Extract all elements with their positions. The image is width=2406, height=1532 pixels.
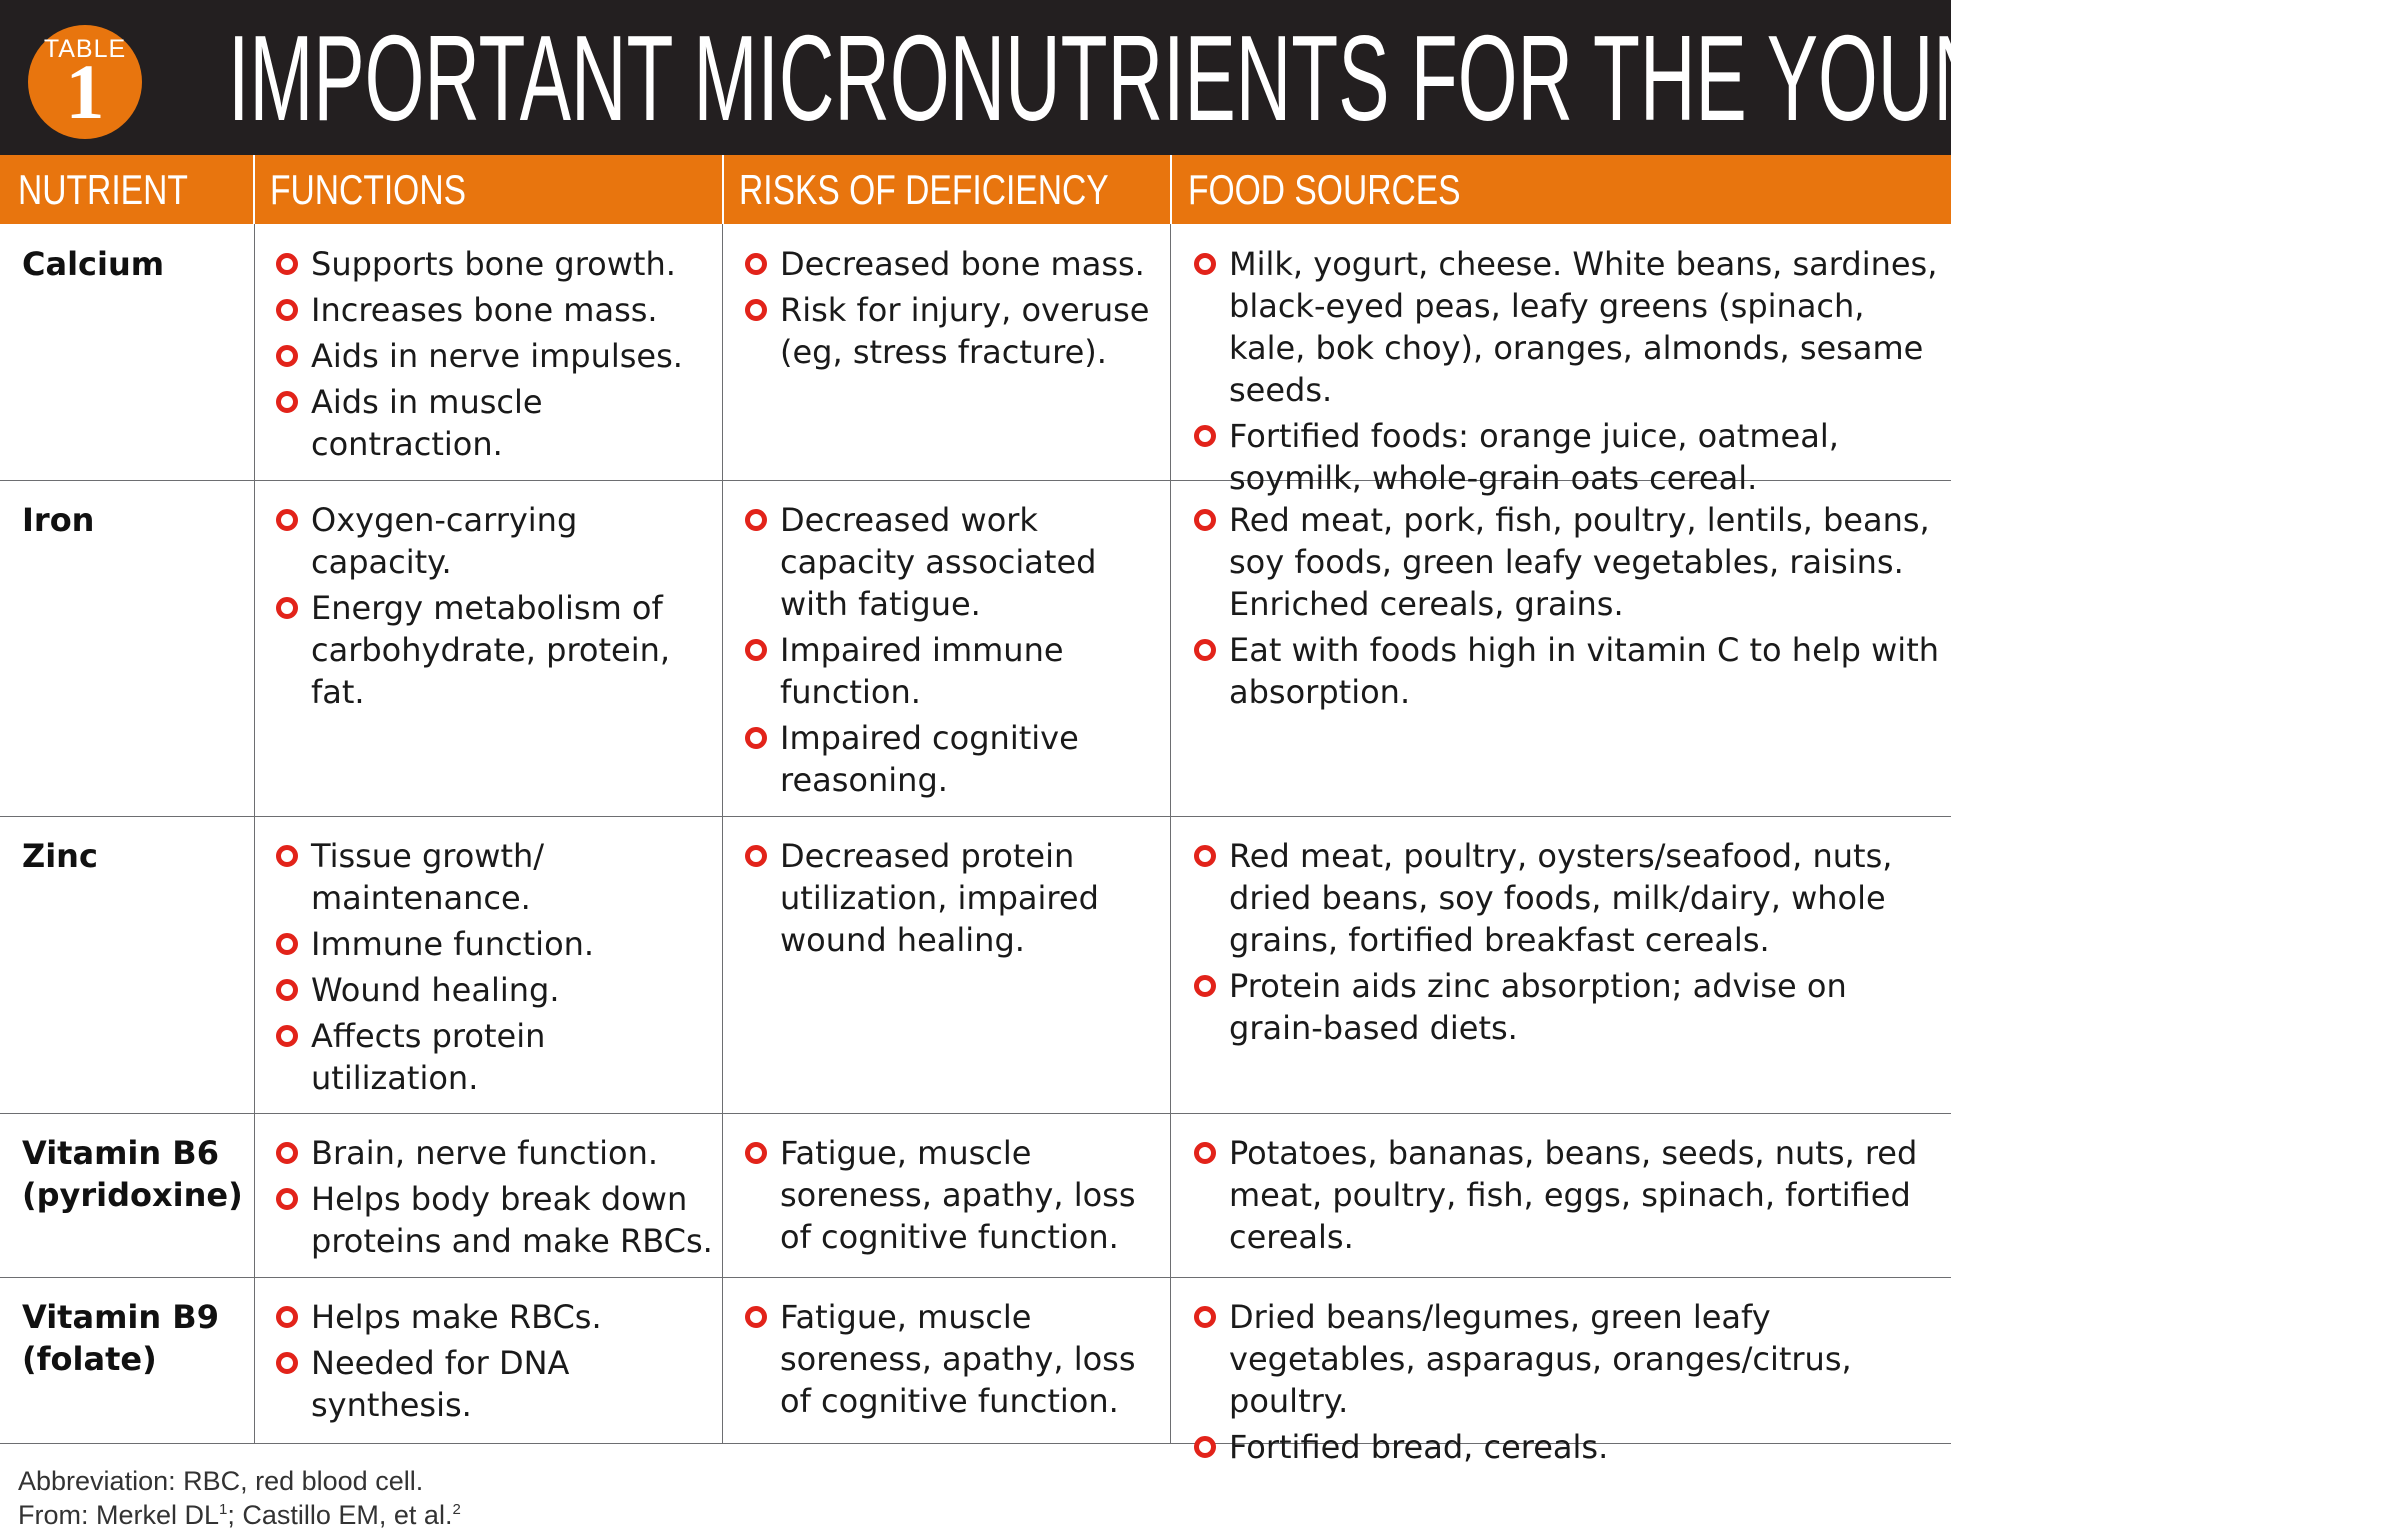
list-item (276, 835, 676, 919)
bullet-icon (276, 597, 298, 619)
functions-cell (276, 499, 696, 717)
bullet-icon (1194, 425, 1216, 447)
list-item (745, 629, 1125, 713)
item-text: Red meat, poultry, oysters/seafood, nuts, dried beans, soy foods, milk/dairy, whole grains, fortified breakfast cereals. (1229, 837, 1893, 959)
column-divider (1170, 224, 1171, 1444)
nutrient-name (22, 499, 252, 541)
functions-cell (276, 835, 676, 1103)
list-item (276, 587, 696, 713)
sources-cell (1194, 499, 1939, 717)
reference-marker: 2 (452, 1501, 461, 1518)
bullet-icon (1194, 975, 1216, 997)
badge-label: TABLE (43, 35, 127, 63)
item-text: Eat with foods high in vitamin C to help with absorption. (1229, 631, 1940, 711)
item-text: Tissue growth/ maintenance. (311, 837, 545, 917)
bullet-icon (1194, 509, 1216, 531)
item-text: Wound healing. (311, 971, 560, 1009)
nutrient-line: Iron (22, 501, 95, 539)
source-text: ; Castillo EM, et al. (227, 1500, 453, 1530)
nutrient-line: Calcium (22, 245, 165, 283)
abbreviation-note: Abbreviation: RBC, red blood cell. (18, 1466, 424, 1496)
item-text: Fatigue, muscle soreness, apathy, loss of cognitive function. (780, 1298, 1136, 1420)
bullet-icon (276, 253, 298, 275)
nutrient-name (22, 243, 252, 285)
sources-list (1194, 835, 1939, 1049)
source-note (18, 1500, 461, 1531)
item-text: Protein aids zinc absorption; advise on grain-based diets. (1229, 967, 1847, 1047)
risks-cell (745, 835, 1125, 965)
list-item (745, 835, 1125, 961)
item-text: Decreased protein utilization, impaired wound healing. (780, 837, 1099, 959)
table-number-badge (28, 25, 142, 139)
bullet-icon (745, 845, 767, 867)
bullet-icon (276, 933, 298, 955)
functions-list (276, 1132, 716, 1262)
risks-cell (745, 1296, 1165, 1426)
risks-list (745, 243, 1165, 373)
bullet-icon (745, 299, 767, 321)
list-item (1194, 1426, 1939, 1468)
risks-list (745, 1132, 1165, 1258)
item-text: Decreased bone mass. (780, 245, 1145, 283)
item-text: Affects protein utilization. (311, 1017, 546, 1097)
bullet-icon (1194, 1306, 1216, 1328)
list-item (1194, 1296, 1939, 1422)
item-text: Brain, nerve function. (311, 1134, 659, 1172)
header-divider (1170, 155, 1172, 224)
nutrient-name (22, 1296, 252, 1380)
header-divider (253, 155, 255, 224)
sources-list (1194, 1132, 1939, 1258)
sources-cell (1194, 835, 1939, 1053)
list-item (745, 1132, 1165, 1258)
reference-marker: 1 (219, 1501, 228, 1518)
bullet-icon (745, 727, 767, 749)
functions-list (276, 835, 676, 1099)
title-banner (0, 0, 2406, 155)
item-text: Fortified bread, cereals. (1229, 1428, 1609, 1466)
functions-list (276, 243, 716, 465)
risks-cell (745, 243, 1165, 377)
bullet-icon (276, 1306, 298, 1328)
item-text: Impaired immune function. (780, 631, 1064, 711)
item-text: Energy metabolism of carbohydrate, protein, fat. (311, 589, 671, 711)
header-food-sources: FOOD SOURCES (1188, 166, 1461, 213)
list-item (745, 289, 1165, 373)
bullet-icon (1194, 845, 1216, 867)
header-divider (722, 155, 724, 224)
item-text: Red meat, pork, fish, poultry, lentils, beans, soy foods, green leafy vegetables, raisins. Enriched cereals, grains. (1229, 501, 1930, 623)
list-item (276, 335, 716, 377)
nutrient-line: Vitamin B9 (22, 1298, 219, 1336)
list-item (1194, 415, 1939, 499)
risks-list (745, 1296, 1165, 1422)
list-item (276, 1178, 716, 1262)
bullet-icon (276, 1025, 298, 1047)
header-risks: RISKS OF DEFICIENCY (739, 166, 1109, 213)
list-item (1194, 499, 1939, 625)
functions-list (276, 499, 696, 713)
item-text: Oxygen-carrying capacity. (311, 501, 578, 581)
nutrient-line: Vitamin B6 (22, 1134, 219, 1172)
list-item (276, 381, 716, 465)
list-item (276, 1296, 696, 1338)
sources-cell (1194, 1132, 1939, 1262)
bullet-icon (745, 253, 767, 275)
list-item (745, 499, 1125, 625)
item-text: Helps make RBCs. (311, 1298, 602, 1336)
list-item (276, 499, 696, 583)
nutrient-line: (folate) (22, 1340, 157, 1378)
risks-cell (745, 499, 1125, 805)
list-item (1194, 629, 1939, 713)
table-title: IMPORTANT MICRONUTRIENTS FOR THE YOUNG ATHLETE (228, 10, 2406, 146)
sources-list (1194, 1296, 1939, 1468)
item-text: Helps body break down proteins and make RBCs. (311, 1180, 713, 1260)
item-text: Fatigue, muscle soreness, apathy, loss of cognitive function. (780, 1134, 1136, 1256)
item-text: Immune function. (311, 925, 595, 963)
bullet-icon (276, 1352, 298, 1374)
nutrient-name (22, 835, 252, 877)
item-text: Supports bone growth. (311, 245, 676, 283)
list-item (745, 243, 1165, 285)
bullet-icon (276, 391, 298, 413)
header-nutrient: NUTRIENT (18, 166, 188, 213)
badge-number: 1 (65, 48, 105, 135)
list-item (1194, 835, 1939, 961)
functions-list (276, 1296, 696, 1426)
header-functions: FUNCTIONS (270, 166, 466, 213)
list-item (745, 1296, 1165, 1422)
list-item (276, 923, 676, 965)
sources-list (1194, 499, 1939, 713)
source-text: From: Merkel DL (18, 1500, 220, 1530)
list-item (1194, 965, 1939, 1049)
row-divider (0, 1277, 1951, 1278)
column-divider (722, 224, 723, 1444)
list-item (1194, 1132, 1939, 1258)
item-text: Risk for injury, overuse (eg, stress fracture). (780, 291, 1150, 371)
list-item (745, 717, 1125, 801)
sources-cell (1194, 243, 1939, 503)
functions-cell (276, 1296, 696, 1430)
list-item (276, 289, 716, 331)
nutrient-line: (pyridoxine) (22, 1176, 243, 1214)
bullet-icon (745, 509, 767, 531)
bullet-icon (745, 1142, 767, 1164)
nutrient-name (22, 1132, 252, 1216)
bullet-icon (276, 1188, 298, 1210)
bullet-icon (276, 299, 298, 321)
bullet-icon (745, 639, 767, 661)
item-text: Aids in muscle contraction. (311, 383, 543, 463)
column-divider (254, 224, 255, 1444)
nutrient-line: Zinc (22, 837, 98, 875)
bullet-icon (276, 345, 298, 367)
item-text: Potatoes, bananas, beans, seeds, nuts, red meat, poultry, fish, eggs, spinach, fortified cereals. (1229, 1134, 1918, 1256)
bullet-icon (276, 509, 298, 531)
list-item (1194, 243, 1939, 411)
row-divider (0, 1113, 1951, 1114)
item-text: Dried beans/legumes, green leafy vegetables, asparagus, oranges/citrus, poultry. (1229, 1298, 1852, 1420)
bullet-icon (276, 979, 298, 1001)
functions-cell (276, 243, 716, 469)
bullet-icon (276, 1142, 298, 1164)
item-text: Fortified foods: orange juice, oatmeal, soymilk, whole-grain oats cereal. (1229, 417, 1839, 497)
list-item (276, 1015, 676, 1099)
item-text: Milk, yogurt, cheese. White beans, sardines, black-eyed peas, leafy greens (spinach, kale, bok choy), oranges, almonds, sesame seeds. (1229, 245, 1938, 409)
bullet-icon (1194, 1436, 1216, 1458)
row-divider (0, 816, 1951, 817)
list-item (276, 969, 676, 1011)
item-text: Decreased work capacity associated with fatigue. (780, 501, 1097, 623)
bullet-icon (276, 845, 298, 867)
functions-cell (276, 1132, 716, 1266)
sources-cell (1194, 1296, 1939, 1472)
list-item (276, 1132, 716, 1174)
list-item (276, 243, 716, 285)
item-text: Increases bone mass. (311, 291, 658, 329)
sources-list (1194, 243, 1939, 499)
risks-list (745, 835, 1125, 961)
header-row (0, 155, 1951, 224)
item-text: Aids in nerve impulses. (311, 337, 683, 375)
item-text: Impaired cognitive reasoning. (780, 719, 1079, 799)
bullet-icon (1194, 639, 1216, 661)
list-item (276, 1342, 696, 1426)
risks-list (745, 499, 1125, 801)
bullet-icon (745, 1306, 767, 1328)
bullet-icon (1194, 1142, 1216, 1164)
risks-cell (745, 1132, 1165, 1262)
item-text: Needed for DNA synthesis. (311, 1344, 570, 1424)
bullet-icon (1194, 253, 1216, 275)
